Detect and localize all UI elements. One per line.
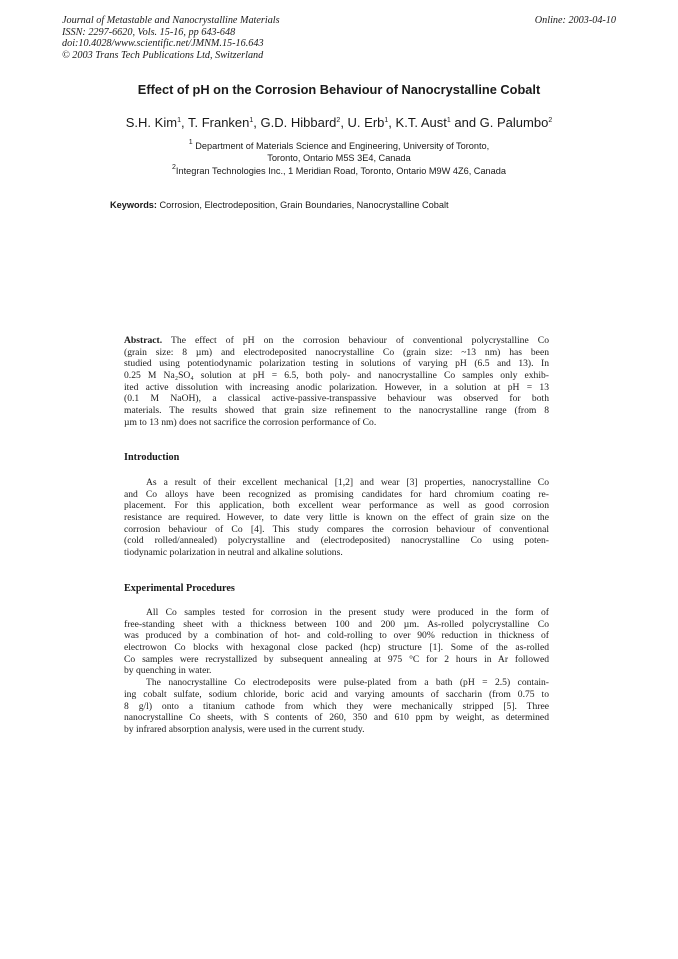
author-affiliation-mark: 1 — [446, 117, 451, 124]
text-line: free-standing sheet with a thickness between 100 and 200 µm. As-rolled polycrystalline Co — [124, 618, 549, 630]
text-line: (0.1 M NaOH), a classical active-passive-transpassive behaviour was observed for both — [124, 393, 549, 405]
text-line: by infrared absorption analysis, were used in the current study. — [124, 723, 365, 735]
journal-doi[interactable]: doi:10.4028/www.scientific.net/JMNM.15-16.643 — [62, 38, 264, 50]
experimental-paragraphs — [124, 607, 549, 736]
text-line: Co samples were recrystallized by subsequent annealing at 975 °C for 2 hours in Ar followed — [124, 653, 549, 665]
author-name: S.H. Kim — [125, 115, 178, 130]
author-affiliation-mark: 1 — [384, 117, 389, 124]
author-name: K.T. Aust — [395, 115, 447, 130]
text-line: tiodynamic polarization in neutral and alkaline solutions. — [124, 547, 343, 559]
author-name: G. Palumbo — [479, 115, 549, 130]
text-line: µm to 13 nm) does not sacrifice the corrosion performance of Co. — [124, 416, 377, 428]
author-separator: , — [388, 115, 396, 130]
affiliation-line: Toronto, Ontario M5S 3E4, Canada — [267, 152, 411, 163]
abstract-lead: Abstract. — [124, 335, 163, 346]
author-affiliation-mark: 1 — [249, 117, 254, 124]
text-line: (cold rolled/annealed) polycrystalline and (electrodeposited) nanocrystalline Co using poten- — [124, 535, 549, 547]
text-line: All Co samples tested for corrosion in the present study were produced in the form of — [146, 607, 549, 618]
text-line: ited active dissolution with increasing anodic polarization. However, in a solution at pH = 13 — [124, 381, 549, 393]
text-line: electrowon Co blocks with hexagonal close packed (hcp) structure [1]. Some of the as-rolled — [124, 642, 549, 654]
text-line: and Co alloys have been recognized as promising candidates for hard chromium coating re- — [124, 488, 549, 500]
text-line: ing cobalt sulfate, sodium chloride, boric acid and varying amounts of saccharin (from 0.75 to — [124, 688, 549, 700]
affiliation-line: Department of Materials Science and Engineering, University of Toronto, — [195, 141, 490, 151]
author-affiliation-mark: 1 — [177, 117, 181, 124]
text-line: nanocrystalline Co sheets, with S contents of 260, 350 and 610 ppm by weight, as determined — [124, 712, 549, 724]
keywords-label: Keywords: — [110, 200, 157, 210]
text-line: (grain size: 8 µm) and electrodeposited nanocrystalline Co (grain size: ~13 nm) has been — [124, 346, 549, 358]
affiliation-number: 1 — [188, 139, 193, 146]
abstract — [124, 335, 549, 429]
text-line: resistance are required. However, to date very little is known on the effect of grain size on the — [124, 512, 549, 524]
affiliation-line: Integran Technologies Inc., 1 Meridian Road, Toronto, Ontario M9W 4Z6, Canada — [175, 166, 506, 176]
affiliation-number: 2 — [172, 164, 176, 171]
keywords-text: Corrosion, Electrodeposition, Grain Boundaries, Nanocrystalline Cobalt — [159, 200, 449, 210]
text-line: studied using potentiodynamic polarization testing in solutions of varying pH (6.5 and 13). In — [124, 358, 549, 370]
text-line: corrosion behaviour of Co [4]. This study compares the corrosion behaviour of conventional — [124, 523, 549, 535]
text-line: by quenching in water. — [124, 665, 212, 677]
author-separator: , — [253, 115, 261, 130]
author-name: G.D. Hibbard — [260, 115, 337, 130]
author-name: T. Franken — [187, 115, 250, 130]
journal-name: Journal of Metastable and Nanocrystalline Materials — [62, 15, 280, 26]
text-line: materials. The results showed that grain size refinement to the nanocrystalline range (from 8 — [124, 405, 549, 417]
author-name: U. Erb — [347, 115, 385, 130]
text-line: As a result of their excellent mechanical [1,2] and wear [3] properties, nanocrystalline Co — [146, 477, 549, 488]
online-date: Online: 2003-04-10 — [534, 15, 616, 26]
section-heading-experimental: Experimental Procedures — [124, 583, 235, 594]
text-line: Abstract. The effect of pH on the corrosion behaviour of conventional polycrystalline Co — [124, 335, 549, 346]
journal-copyright: © 2003 Trans Tech Publications Ltd, Switzerland — [62, 49, 264, 61]
journal-header — [62, 15, 280, 61]
text-line: 0.25 M Na₂SO₄ solution at pH = 6.5, both poly- and nanocrystalline Co samples only exhib- — [124, 370, 549, 382]
text-line: The nanocrystalline Co electrodeposits were pulse-plated from a bath (pH = 2.5) contain- — [146, 677, 549, 689]
paper-title: Effect of pH on the Corrosion Behaviour of Nanocrystalline Cobalt — [137, 82, 541, 97]
affiliation-2 — [0, 166, 678, 178]
author-separator: and — [450, 115, 480, 130]
affiliation-1 — [0, 141, 678, 164]
text-line: was produced by a combination of hot- and cold-rolling to over 90% reduction in thickness of — [124, 630, 549, 642]
author-list — [0, 115, 678, 130]
section-heading-introduction: Introduction — [124, 452, 180, 463]
text-line: 8 g/l) onto a titanium cathode from which they were mechanically stripped [5]. Three — [124, 700, 549, 712]
author-separator: , — [340, 115, 348, 130]
introduction-paragraph — [124, 477, 549, 559]
author-affiliation-mark: 2 — [336, 117, 341, 124]
text-line: placement. For this application, both excellent wear performance as well as good corrosion — [124, 500, 549, 512]
author-separator: , — [180, 115, 188, 130]
keywords — [110, 200, 449, 210]
author-affiliation-mark: 2 — [548, 117, 553, 124]
journal-issn: ISSN: 2297-6620, Vols. 15-16, pp 643-648 — [62, 26, 236, 38]
